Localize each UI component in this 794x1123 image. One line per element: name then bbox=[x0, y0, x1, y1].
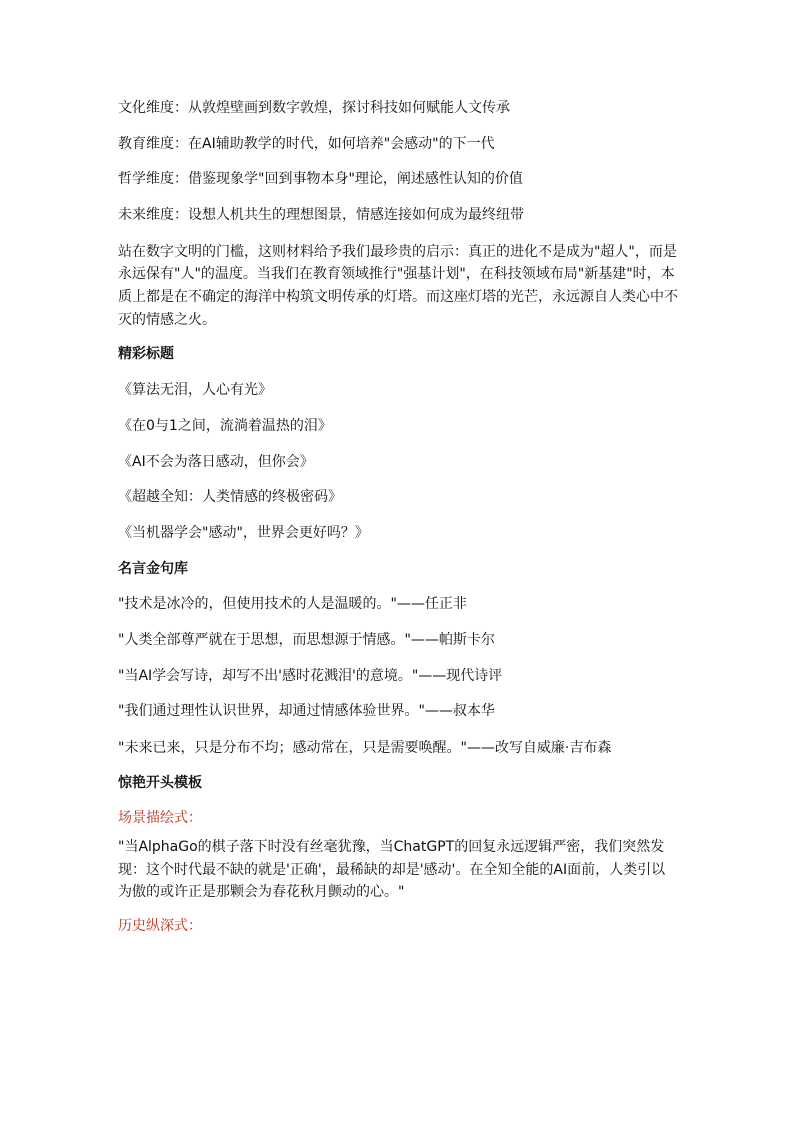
title-item: 《超越全知：人类情感的终极密码》 bbox=[118, 489, 342, 506]
quote-item: "人类全部尊严就在于思想，而思想源于情感。"——帕斯卡尔 bbox=[118, 631, 495, 648]
title-item: 《当机器学会"感动"，世界会更好吗？》 bbox=[118, 524, 369, 541]
history-template-label: 历史纵深式： bbox=[118, 918, 202, 935]
quotes-list bbox=[118, 594, 678, 759]
openings-heading: 惊艳开头模板 bbox=[118, 774, 202, 791]
title-item: 《AI不会为落日感动，但你会》 bbox=[118, 453, 314, 470]
quote-item: "技术是冰冷的，但使用技术的人是温暖的。"——任正非 bbox=[118, 596, 467, 613]
dimension-culture: 文化维度：从敦煌壁画到数字敦煌，探讨科技如何赋能人文传承 bbox=[118, 100, 510, 116]
scene-template-label: 场景描绘式： bbox=[118, 810, 202, 827]
quote-item: "我们通过理性认识世界，却通过情感体验世界。"——叔本华 bbox=[118, 703, 495, 720]
quote-item: "未来已来，只是分布不均；感动常在，只是需要唤醒。"——改写自威廉·吉布森 bbox=[118, 740, 612, 756]
title-item: 《在0与1之间，流淌着温热的泪》 bbox=[118, 417, 332, 434]
dimension-education: 教育维度：在AI辅助教学的时代，如何培养"会感动"的下一代 bbox=[118, 135, 495, 152]
document-content bbox=[118, 98, 678, 944]
titles-list bbox=[118, 380, 678, 544]
summary-paragraph: 站在数字文明的门槛，这则材料给予我们最珍贵的启示：真正的进化不是成为"超人"，而是永远保有"人"的温度。当我们在教育领域推行"强基计划"，在科技领域布局"新基建"时，本质上都是在不确定的海洋中构筑文明传承的灯塔。而这座灯塔的光芒，永远源自人类心中不灭的情感之火。 bbox=[118, 243, 678, 328]
quote-item: "当AI学会写诗，却写不出'感时花溅泪'的意境。"——现代诗评 bbox=[118, 667, 503, 684]
title-item: 《算法无泪，人心有光》 bbox=[118, 382, 272, 399]
titles-heading: 精彩标题 bbox=[118, 346, 174, 363]
dimension-future: 未来维度：设想人机共生的理想图景，情感连接如何成为最终纽带 bbox=[118, 207, 524, 224]
dimension-philosophy: 哲学维度：借鉴现象学"回到事物本身"理论，阐述感性认知的价值 bbox=[118, 171, 523, 188]
quotes-heading: 名言金句库 bbox=[118, 560, 188, 577]
scene-template-text: "当AlphaGo的棋子落下时没有丝毫犹豫，当ChatGPT的回复永远逻辑严密，我们突然发现：这个时代最不缺的就是'正确'，最稀缺的却是'感动'。在全知全能的AI面前，人类引以为傲的或许正是那颗会为春花秋月颤动的心。" bbox=[118, 839, 666, 901]
